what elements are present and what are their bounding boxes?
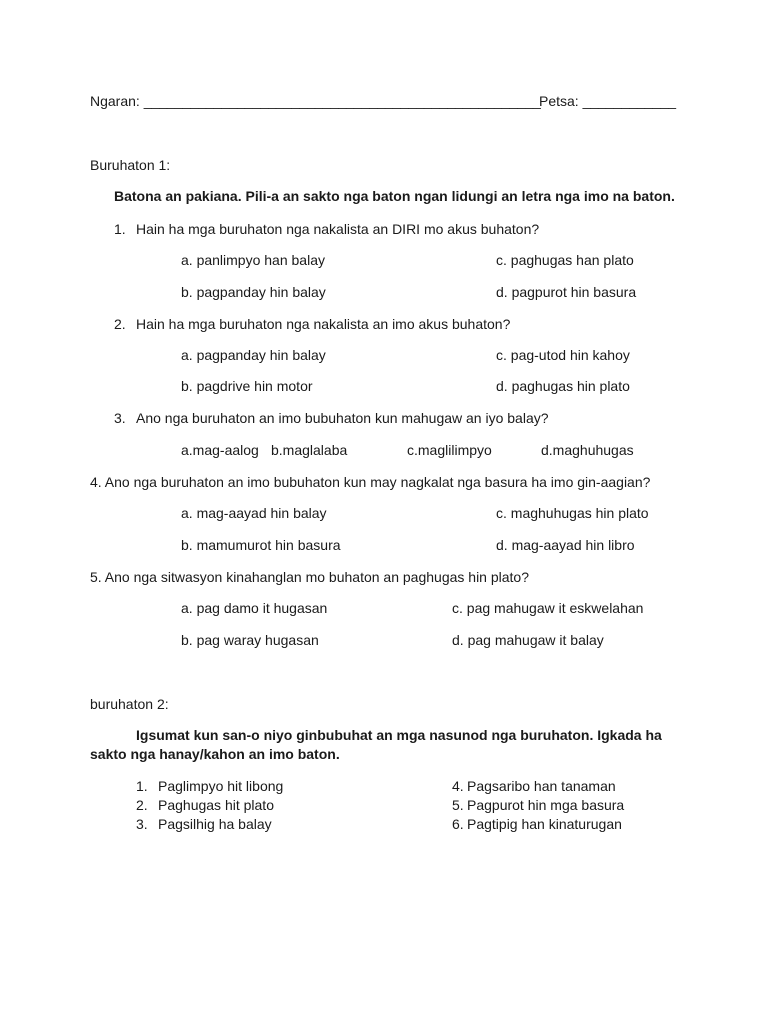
q5-choice-c: c. pag mahugaw it eskwelahan bbox=[452, 600, 644, 616]
activity1-instruction: Batona an pakiana. Pili-a an sakto nga baton ngan lidungi an letra nga imo na baton. bbox=[114, 188, 675, 204]
q1-choice-b: b. pagpanday hin balay bbox=[181, 284, 326, 300]
question-3-number: 3. bbox=[114, 410, 126, 426]
q1-choice-c: c. paghugas han plato bbox=[496, 252, 634, 268]
list-item: Pagsaribo han tanaman bbox=[467, 778, 616, 794]
activity2-instruction-line1: Igsumat kun san-o niyo ginbubuhat an mga nasunod nga buruhaton. Igkada ha bbox=[136, 727, 662, 743]
q1-choice-d: d. pagpurot hin basura bbox=[496, 284, 637, 300]
question-2-text: Hain ha mga buruhaton nga nakalista an imo akus buhaton? bbox=[136, 316, 511, 332]
q5-choice-a: a. pag damo it hugasan bbox=[181, 600, 328, 616]
list-item: Paghugas hit plato bbox=[158, 797, 274, 813]
q3-choice-c: c.maglilimpyo bbox=[407, 442, 492, 458]
name-field-label: Ngaran: ___________________________________________________ bbox=[90, 93, 541, 109]
list-item: Paglimpyo hit libong bbox=[158, 778, 284, 794]
list-item: Pagpurot hin mga basura bbox=[467, 797, 625, 813]
question-4-text: 4. Ano nga buruhaton an imo bubuhaton kun may nagkalat nga basura ha imo gin-aagian? bbox=[90, 474, 651, 490]
list-item-number: 3. bbox=[136, 816, 148, 832]
q2-choice-a: a. pagpanday hin balay bbox=[181, 347, 326, 363]
question-3-text: Ano nga buruhaton an imo bubuhaton kun mahugaw an iyo balay? bbox=[136, 410, 549, 426]
q1-choice-a: a. panlimpyo han balay bbox=[181, 252, 325, 268]
q5-choice-b: b. pag waray hugasan bbox=[181, 632, 319, 648]
list-item-number: 2. bbox=[136, 797, 148, 813]
question-1-number: 1. bbox=[114, 221, 126, 237]
question-2-number: 2. bbox=[114, 316, 126, 332]
q3-choice-b: b.maglalaba bbox=[271, 442, 348, 458]
list-item-number: 4. bbox=[452, 778, 464, 794]
q4-choice-b: b. mamumurot hin basura bbox=[181, 537, 341, 553]
activity2-instruction-line2: sakto nga hanay/kahon an imo baton. bbox=[90, 746, 340, 762]
list-item-number: 5. bbox=[452, 797, 464, 813]
date-field-label: Petsa: ____________ bbox=[539, 93, 677, 109]
q5-choice-d: d. pag mahugaw it balay bbox=[452, 632, 604, 648]
q4-choice-d: d. mag-aayad hin libro bbox=[496, 537, 635, 553]
list-item: Pagtipig han kinaturugan bbox=[467, 816, 622, 832]
q3-choice-d: d.maghuhugas bbox=[541, 442, 634, 458]
question-5-text: 5. Ano nga sitwasyon kinahanglan mo buhaton an paghugas hin plato? bbox=[90, 569, 530, 585]
list-item-number: 6. bbox=[452, 816, 464, 832]
q4-choice-c: c. maghuhugas hin plato bbox=[496, 505, 649, 521]
list-item: Pagsilhig ha balay bbox=[158, 816, 272, 832]
q2-choice-d: d. paghugas hin plato bbox=[496, 378, 630, 394]
question-1-text: Hain ha mga buruhaton nga nakalista an DIRI mo akus buhaton? bbox=[136, 221, 540, 237]
q4-choice-a: a. mag-aayad hin balay bbox=[181, 505, 327, 521]
list-item-number: 1. bbox=[136, 778, 148, 794]
activity2-title: buruhaton 2: bbox=[90, 696, 169, 712]
q3-choice-a: a.mag-aalog bbox=[181, 442, 259, 458]
activity1-title: Buruhaton 1: bbox=[90, 157, 171, 173]
q2-choice-b: b. pagdrive hin motor bbox=[181, 378, 313, 394]
q2-choice-c: c. pag-utod hin kahoy bbox=[496, 347, 630, 363]
